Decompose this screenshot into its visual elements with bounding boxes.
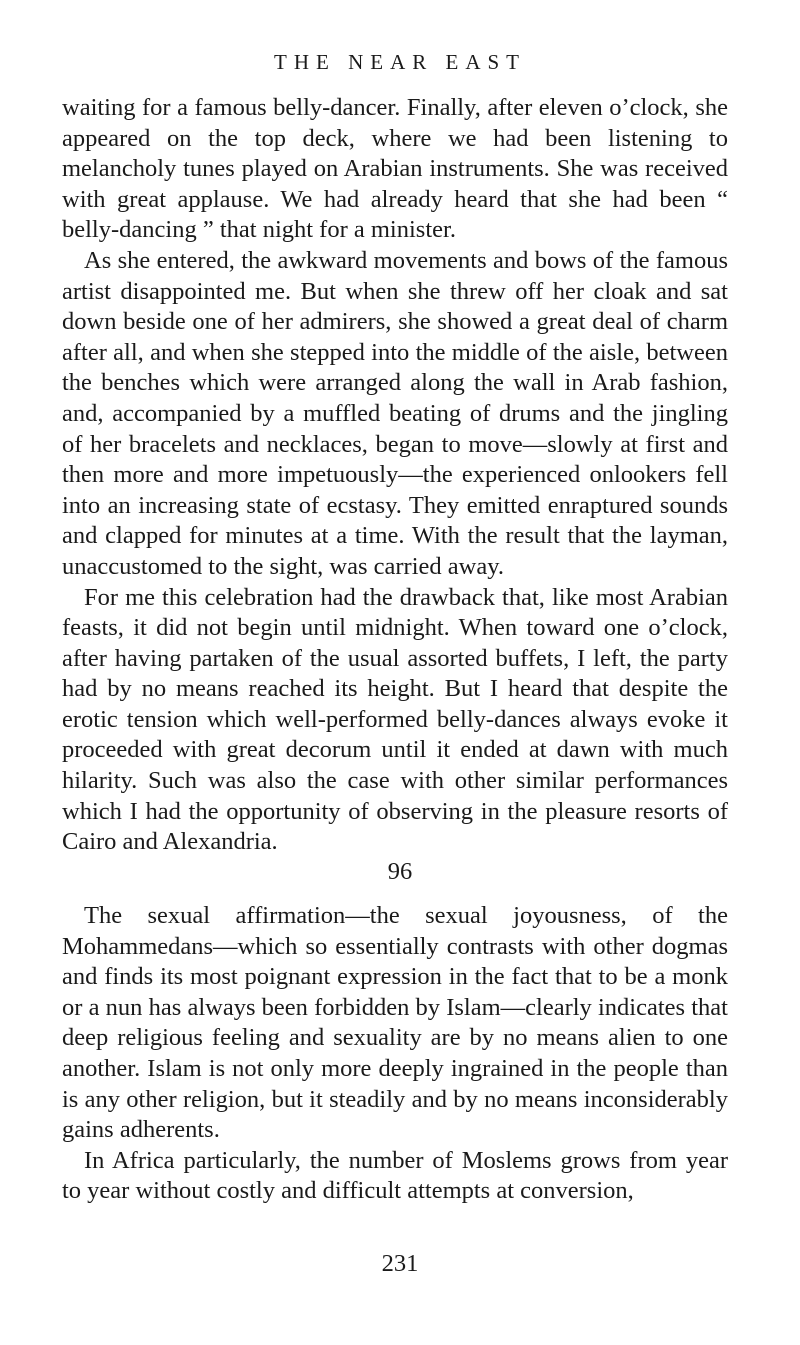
running-head: THE NEAR EAST [274, 50, 526, 74]
paragraph: waiting for a famous belly-dancer. Finally, after eleven o’clock, she appeared on the top deck, where we had been listening to melancholy tunes played on Arabian instruments. She was received with great applause. We had already heard that she had been “ belly-dancing ” that night for a minister. [62, 94, 728, 244]
section-number: 96 [387, 858, 413, 885]
paragraph: In Africa particularly, the number of Moslems grows from year to year without costly and difficult attempts at conversion, [62, 1146, 728, 1205]
page-number: 231 [381, 1250, 419, 1277]
paragraph: As she entered, the awkward movements and bows of the famous artist disappointed me. But when she threw off her cloak and sat down beside one of her admirers, she showed a great deal of charm after all, and when she stepped into the middle of the aisle, between the benches which were arranged along the wall in Arab fashion, and, accompanied by a muffled beating of drums and the jingling of her bracelets and necklaces, began to move—slowly at first and then more and more impetuously—the experienced onlookers fell into an increasing state of ecstasy. They emitted enraptured sounds and clapped for minutes at a time. With the result that the layman, unaccustomed to the sight, was carried away. [62, 246, 728, 580]
section-96-text [62, 901, 728, 1207]
section-95-text [62, 93, 728, 858]
paragraph: For me this celebration had the drawback that, like most Arabian feasts, it did not begin until midnight. When toward one o’clock, after having partaken of the usual assorted buffets, I left, the party had by no means reached its height. But I heard that despite the erotic tension which well-performed belly-dances always evoke it proceeded with great decorum until it ended at dawn with much hilarity. Such was also the case with other similar performances which I had the opportunity of observing in the pleasure resorts of Cairo and Alexandria. [62, 583, 728, 856]
paragraph: The sexual affirmation—the sexual joyousness, of the Mohammedans—which so essentially contrasts with other dogmas and finds its most poignant expression in the fact that to be a monk or a nun has always been forbidden by Islam—clearly indicates that deep religious feeling and sexuality are by no means alien to one another. Islam is not only more deeply ingrained in the people than is any other religion, but it steadily and by no means inconsiderably gains adherents. [62, 902, 728, 1144]
